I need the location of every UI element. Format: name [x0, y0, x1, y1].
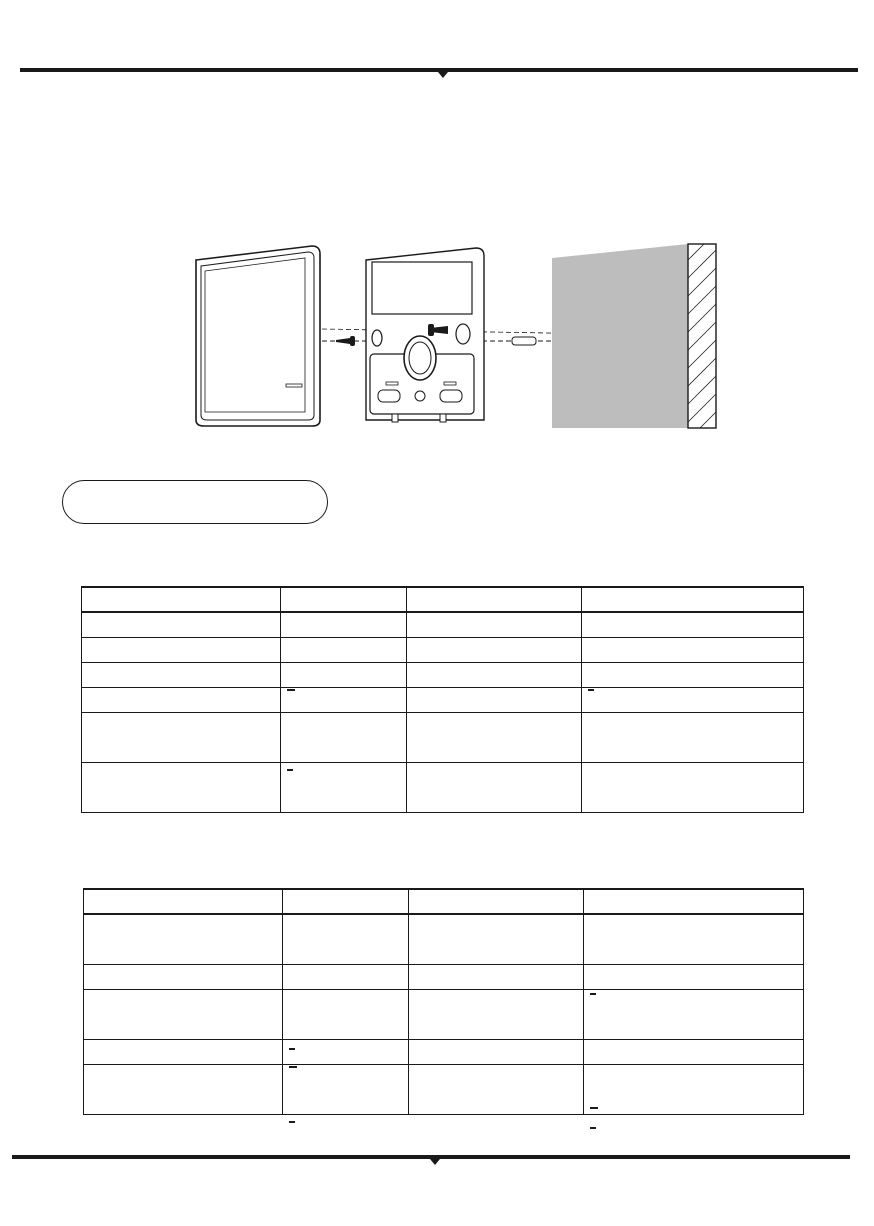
table-cell [406, 612, 582, 637]
installation-diagram [0, 230, 874, 490]
backplate [366, 248, 484, 422]
table-cell [408, 964, 584, 989]
table-cell [582, 612, 804, 637]
table-cell [582, 712, 804, 762]
table-cell [282, 1039, 408, 1064]
table-cell [582, 587, 804, 612]
table-row [82, 762, 804, 812]
table-row [82, 637, 804, 662]
table-cell [584, 964, 804, 989]
table-cell [82, 762, 281, 812]
table-cell [280, 587, 406, 612]
table-cell [82, 587, 281, 612]
table-row [84, 914, 804, 964]
table-cell [82, 712, 281, 762]
table-cell [584, 1064, 804, 1114]
table-cell [84, 964, 283, 989]
table-cell [82, 687, 281, 712]
table-header-row [82, 587, 804, 612]
dash-mark [289, 1121, 295, 1123]
dash-mark [590, 993, 596, 995]
table-cell [84, 889, 283, 914]
table-cell [406, 712, 582, 762]
table-cell [282, 889, 408, 914]
table-cell [282, 1064, 408, 1114]
table-cell [280, 762, 406, 812]
dash-mark [289, 1048, 295, 1050]
dash-mark [287, 689, 295, 691]
table-cell [584, 989, 804, 1039]
table-header-row [84, 889, 804, 914]
dash-mark [590, 1127, 596, 1129]
table-cell [280, 712, 406, 762]
dash-mark [588, 689, 594, 691]
table-cell [280, 662, 406, 687]
wall [552, 244, 716, 428]
footer-rule-notch [430, 1159, 440, 1165]
table-row [84, 964, 804, 989]
spec-table-2 [83, 888, 804, 1115]
table-row [84, 989, 804, 1039]
table-cell [84, 1064, 283, 1114]
table-cell [84, 1039, 283, 1064]
table-cell [582, 687, 804, 712]
table-cell [408, 1064, 584, 1114]
table-cell [282, 914, 408, 964]
table-cell [282, 964, 408, 989]
section-heading-pill [62, 480, 328, 524]
spec-table-1 [81, 586, 804, 813]
table-cell [280, 612, 406, 637]
table-cell [406, 762, 582, 812]
table-cell [584, 914, 804, 964]
table-row [82, 687, 804, 712]
table-cell [82, 662, 281, 687]
table-cell [84, 989, 283, 1039]
header-rule-notch [438, 72, 448, 78]
table-cell [582, 762, 804, 812]
table-cell [82, 612, 281, 637]
table-cell [584, 1039, 804, 1064]
table-cell [406, 662, 582, 687]
table-cell [406, 687, 582, 712]
table-cell [406, 637, 582, 662]
table-cell [584, 889, 804, 914]
table-cell [82, 637, 281, 662]
screw-icon [336, 336, 355, 346]
dash-mark [590, 1107, 598, 1109]
table-cell [408, 889, 584, 914]
table-row [84, 1064, 804, 1114]
table-cell [280, 687, 406, 712]
table-cell [582, 637, 804, 662]
table-cell [408, 1039, 584, 1064]
table-cell [84, 914, 283, 964]
table-cell [280, 637, 406, 662]
dash-mark [289, 1066, 297, 1068]
table-cell [582, 662, 804, 687]
table-cell [282, 989, 408, 1039]
table-row [82, 712, 804, 762]
controller-cover [196, 246, 320, 426]
dash-mark [287, 769, 293, 771]
table-row [82, 612, 804, 637]
table-cell [406, 587, 582, 612]
table-row [84, 1039, 804, 1064]
table-row [82, 662, 804, 687]
table-cell [408, 914, 584, 964]
table-cell [408, 989, 584, 1039]
